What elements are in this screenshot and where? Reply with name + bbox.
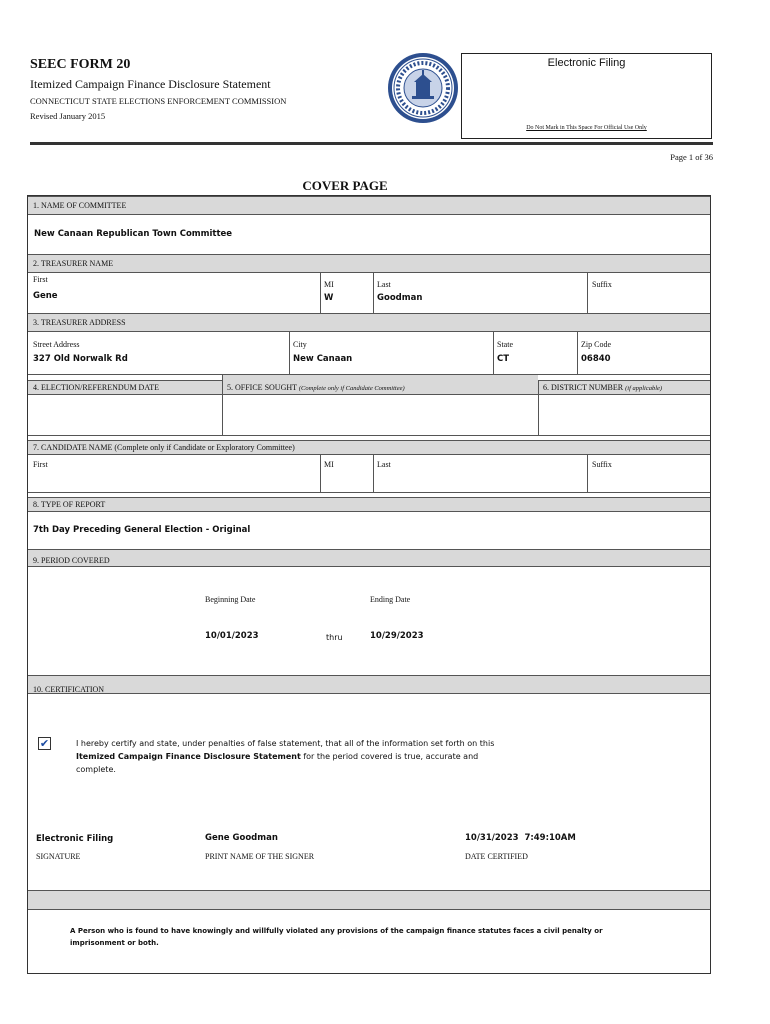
zip-value: 06840 (581, 354, 611, 364)
street-value: 327 Old Norwalk Rd (33, 354, 128, 364)
section-committee-label: 1. NAME OF COMMITTEE (33, 201, 127, 210)
end-date: 10/29/2023 (370, 631, 424, 641)
signature-label: SIGNATURE (36, 852, 81, 861)
signer-label: PRINT NAME OF THE SIGNER (205, 852, 315, 861)
city-value: New Canaan (293, 354, 353, 364)
section-period-header (28, 549, 710, 567)
section-report-header (28, 497, 710, 512)
state-label: State (497, 340, 513, 349)
office-sought-label: 5. OFFICE SOUGHT (227, 383, 297, 392)
divider (320, 273, 321, 313)
divider (289, 332, 290, 374)
page-number: Page 1 of 36 (670, 152, 713, 162)
footer-band (28, 890, 710, 910)
section-address-header (28, 313, 710, 332)
cover-page-title: COVER PAGE (302, 178, 388, 193)
end-date-label: Ending Date (370, 595, 411, 604)
zip-label: Zip Code (581, 340, 611, 349)
office-sought-note: (Complete only if Candidate Committee) (298, 385, 405, 392)
certification-statement (76, 737, 516, 776)
thru-label: thru (326, 633, 343, 642)
section-treasurer-header (28, 254, 710, 273)
treasurer-mi-label: MI (324, 280, 334, 289)
cover-page-form (27, 195, 711, 974)
treasurer-last: Goodman (377, 293, 423, 303)
treasurer-first-label: First (33, 275, 48, 284)
section-period-label: 9. PERIOD COVERED (33, 556, 110, 565)
revised-date: Revised January 2015 (30, 111, 106, 121)
cert-text-before: I hereby certify and state, under penalties of false statement, that all of the information set forth on this (76, 739, 495, 748)
section-committee-header (28, 196, 710, 215)
treasurer-last-label: Last (377, 280, 391, 289)
divider (587, 455, 588, 492)
district-label: 6. DISTRICT NUMBER (543, 383, 624, 392)
section-candidate-label: 7. CANDIDATE NAME (Complete only if Candidate or Exploratory Committee) (33, 443, 295, 452)
official-use-note: Do Not Mark in This Space For Official Use Only (526, 125, 647, 131)
signature-value: Electronic Filing (36, 834, 114, 844)
form-subtitle: Itemized Campaign Finance Disclosure Statement (30, 77, 271, 91)
agency-name: CONNECTICUT STATE ELECTIONS ENFORCEMENT COMMISSION (30, 96, 287, 106)
candidate-first-label: First (33, 460, 48, 469)
committee-name: New Canaan Republican Town Committee (34, 229, 233, 239)
divider (222, 374, 223, 435)
cert-text-bold: Itemized Campaign Finance Disclosure Statement (76, 752, 301, 761)
section-certification-label: 10. CERTIFICATION (33, 685, 105, 694)
city-label: City (293, 340, 307, 349)
treasurer-first: Gene (33, 291, 58, 301)
divider (587, 273, 588, 313)
divider (28, 492, 710, 493)
street-label: Street Address (33, 340, 80, 349)
election-date-header (28, 380, 222, 395)
divider (373, 273, 374, 313)
begin-date: 10/01/2023 (205, 631, 259, 641)
date-certified-label: DATE CERTIFIED (465, 852, 528, 861)
state-value: CT (497, 354, 510, 364)
treasurer-mi: W (324, 293, 334, 303)
penalty-warning: A Person who is found to have knowingly and willfully violated any provisions of the campaign finance statutes faces a civil penalty or imprisonment or both. (70, 927, 603, 947)
divider (28, 435, 710, 436)
state-seal-icon (387, 52, 459, 124)
office-sought-header (222, 374, 538, 395)
report-type: 7th Day Preceding General Election - Original (33, 525, 251, 535)
section-candidate-header (28, 440, 710, 455)
candidate-last-label: Last (377, 460, 391, 469)
district-note: (if applicable) (625, 385, 663, 392)
section-certification-header (28, 675, 710, 694)
electronic-filing-label: Electronic Filing (547, 57, 626, 69)
election-date-label: 4. ELECTION/REFERENDUM DATE (33, 383, 159, 392)
certify-checkbox[interactable]: ✔ (39, 737, 50, 750)
divider (320, 455, 321, 492)
divider (493, 332, 494, 374)
section-treasurer-label: 2. TREASURER NAME (33, 259, 114, 268)
candidate-suffix-label: Suffix (592, 460, 612, 469)
section-address-label: 3. TREASURER ADDRESS (33, 318, 126, 327)
signer-name: Gene Goodman (205, 833, 278, 843)
begin-date-label: Beginning Date (205, 595, 256, 604)
divider (373, 455, 374, 492)
header-divider (30, 142, 713, 145)
divider (538, 380, 539, 435)
section-report-label: 8. TYPE OF REPORT (33, 500, 106, 509)
treasurer-suffix-label: Suffix (592, 280, 612, 289)
candidate-mi-label: MI (324, 460, 334, 469)
date-certified: 10/31/2023 7:49:10AM (465, 833, 576, 843)
form-title: SEEC FORM 20 (30, 57, 131, 72)
district-header (538, 380, 710, 395)
divider (577, 332, 578, 374)
cert-text-after: for the period covered is true, accurate and complete. (76, 752, 479, 774)
